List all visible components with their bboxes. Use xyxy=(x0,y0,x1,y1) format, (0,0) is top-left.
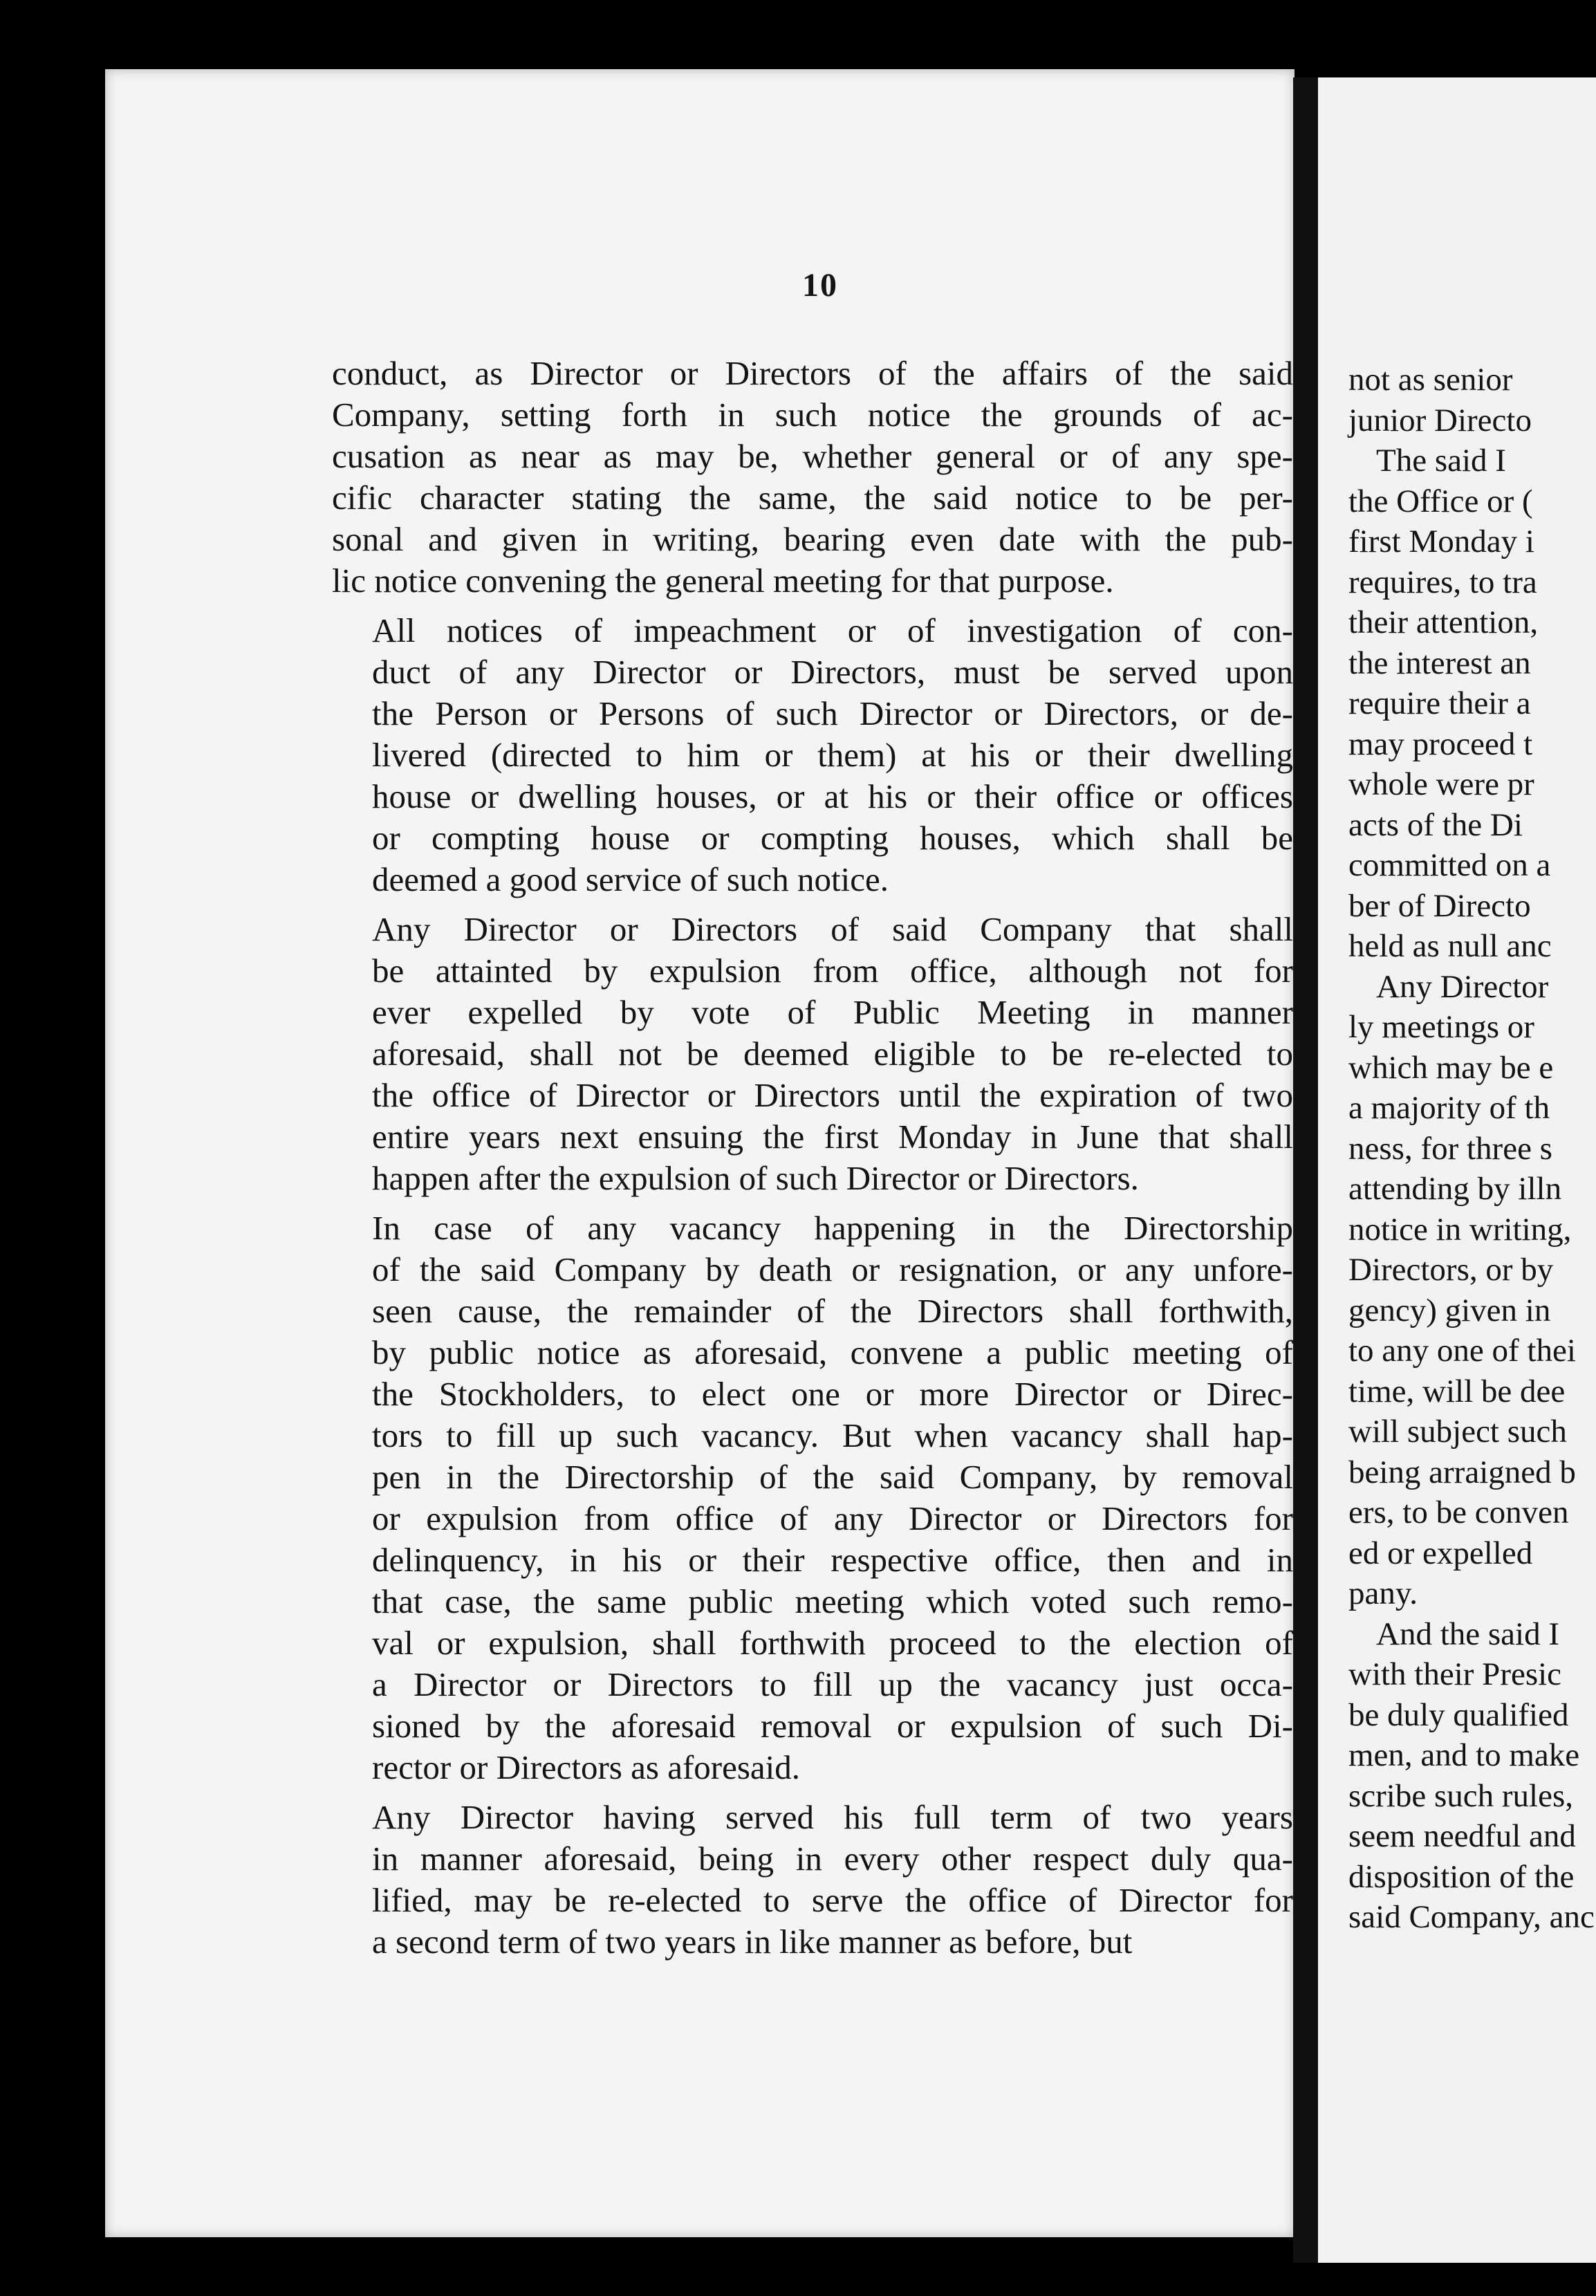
text-line: or expulsion from office of any Director or Directors for xyxy=(372,1499,1293,1537)
facing-text-line: the Office or ( xyxy=(1348,483,1533,519)
facing-text-line: men, and to make xyxy=(1348,1737,1580,1773)
text-line: duct of any Director or Directors, must be served upon xyxy=(372,653,1293,691)
paragraph xyxy=(332,1207,1293,1788)
page-number: 10 xyxy=(802,267,838,304)
facing-text-line: Any Director xyxy=(1376,968,1549,1005)
text-line: a second term of two years in like manner as before, but xyxy=(372,1923,1133,1961)
facing-text-line: held as null anc xyxy=(1348,928,1552,964)
facing-text-line: ly meetings or xyxy=(1348,1009,1534,1045)
facing-text-line: ed or expelled xyxy=(1348,1535,1533,1571)
text-line: rector or Directors as aforesaid. xyxy=(372,1748,801,1786)
text-line: val or expulsion, shall forthwith proceed to the election of xyxy=(372,1624,1293,1662)
facing-text-line: And the said I xyxy=(1376,1615,1559,1652)
facing-text-line: may proceed t xyxy=(1348,725,1533,762)
facing-text-line: junior Directo xyxy=(1348,402,1532,438)
text-line: lic notice convening the general meeting for that purpose. xyxy=(332,562,1114,600)
text-line: livered (directed to him or them) at his or their dwelling xyxy=(372,736,1293,774)
text-line: aforesaid, shall not be deemed eligible to be re-elected to xyxy=(372,1035,1293,1073)
text-line: be attainted by expulsion from office, although not for xyxy=(372,952,1293,990)
facing-text-line: a majority of th xyxy=(1348,1090,1550,1126)
facing-text-line: pany. xyxy=(1348,1575,1418,1611)
paragraph xyxy=(332,909,1293,1199)
text-line: by public notice as aforesaid, convene a public meeting of xyxy=(372,1333,1293,1371)
facing-text-line: committed on a xyxy=(1348,847,1551,883)
facing-text-line: seem needful and xyxy=(1348,1818,1576,1854)
text-line: In case of any vacancy happening in the Directorship xyxy=(372,1209,1293,1247)
facing-text-line: ber of Directo xyxy=(1348,887,1531,924)
paragraph xyxy=(332,353,1293,602)
facing-text-line: ers, to be conven xyxy=(1348,1494,1569,1530)
facing-page-text xyxy=(1348,360,1595,1938)
facing-text-line: Directors, or by xyxy=(1348,1252,1554,1288)
text-line: of the said Company by death or resignation, or any unfore- xyxy=(372,1250,1293,1288)
facing-text-line: require their a xyxy=(1348,685,1531,721)
main-text-block xyxy=(332,353,1293,1971)
text-line: tors to fill up such vacancy. But when vacancy shall hap- xyxy=(372,1416,1293,1454)
facing-text-line: the interest an xyxy=(1348,645,1531,681)
text-line: the Stockholders, to elect one or more Director or Direc- xyxy=(372,1375,1293,1413)
facing-text-line: their attention, xyxy=(1348,604,1539,640)
facing-text-line: ness, for three s xyxy=(1348,1130,1552,1167)
text-line: delinquency, in his or their respective office, then and in xyxy=(372,1541,1293,1579)
facing-text-line: acts of the Di xyxy=(1348,806,1523,843)
text-line: happen after the expulsion of such Director or Directors. xyxy=(372,1159,1139,1197)
text-line: the office of Director or Directors until the expiration of two xyxy=(372,1076,1293,1114)
text-line: Any Director having served his full term of two years xyxy=(372,1798,1293,1836)
facing-text-line: attending by illn xyxy=(1348,1171,1562,1207)
facing-text-line: with their Presic xyxy=(1348,1656,1562,1692)
text-line: All notices of impeachment or of investigation of con- xyxy=(372,611,1293,649)
facing-text-line: The said I xyxy=(1376,443,1506,479)
facing-text-line: whole were pr xyxy=(1348,766,1534,802)
facing-text-line: requires, to tra xyxy=(1348,564,1537,600)
paragraph xyxy=(332,610,1293,900)
facing-text-line: to any one of thei xyxy=(1348,1333,1576,1369)
text-line: Company, setting forth in such notice the grounds of ac- xyxy=(332,396,1293,434)
text-line: ever expelled by vote of Public Meeting in manner xyxy=(372,993,1293,1031)
facing-text-line: be duly qualified xyxy=(1348,1696,1569,1733)
text-line: pen in the Directorship of the said Company, by removal xyxy=(372,1458,1293,1496)
text-line: lified, may be re-elected to serve the office of Director for xyxy=(372,1881,1293,1919)
text-line: Any Director or Directors of said Company that shall xyxy=(372,910,1293,948)
facing-text-line: not as senior xyxy=(1348,362,1513,398)
text-line: cific character stating the same, the said notice to be per- xyxy=(332,479,1293,517)
facing-text-line: scribe such rules, xyxy=(1348,1777,1573,1814)
text-line: that case, the same public meeting which voted such remo- xyxy=(372,1582,1293,1620)
text-line: a Director or Directors to fill up the vacancy just occa- xyxy=(372,1665,1293,1703)
text-line: seen cause, the remainder of the Directors shall forthwith, xyxy=(372,1292,1293,1330)
text-line: in manner aforesaid, being in every other respect duly qua- xyxy=(372,1840,1293,1878)
facing-text-line: gency) given in xyxy=(1348,1292,1551,1328)
facing-text-line: being arraigned b xyxy=(1348,1454,1576,1490)
facing-text-line: will subject such xyxy=(1348,1414,1567,1450)
facing-text-line: said Company, anc xyxy=(1348,1899,1595,1935)
paragraph xyxy=(332,1797,1293,1963)
text-line: deemed a good service of such notice. xyxy=(372,860,889,898)
text-line: conduct, as Director or Directors of the affairs of the said xyxy=(332,354,1293,392)
facing-text-line: time, will be dee xyxy=(1348,1373,1566,1409)
facing-text-line: disposition of the xyxy=(1348,1858,1575,1895)
text-line: cusation as near as may be, whether general or of any spe- xyxy=(332,437,1293,475)
text-line: sonal and given in writing, bearing even date with the pub- xyxy=(332,520,1293,558)
text-line: sioned by the aforesaid removal or expulsion of such Di- xyxy=(372,1707,1293,1745)
text-line: entire years next ensuing the first Monday in June that shall xyxy=(372,1118,1293,1156)
text-line: or compting house or compting houses, which shall be xyxy=(372,819,1293,857)
text-line: the Person or Persons of such Director or Directors, or de- xyxy=(372,694,1293,732)
facing-text-line: which may be e xyxy=(1348,1049,1554,1086)
facing-text-line: notice in writing, xyxy=(1348,1211,1572,1248)
text-line: house or dwelling houses, or at his or their office or offices xyxy=(372,777,1293,815)
facing-text-line: first Monday i xyxy=(1348,524,1534,559)
